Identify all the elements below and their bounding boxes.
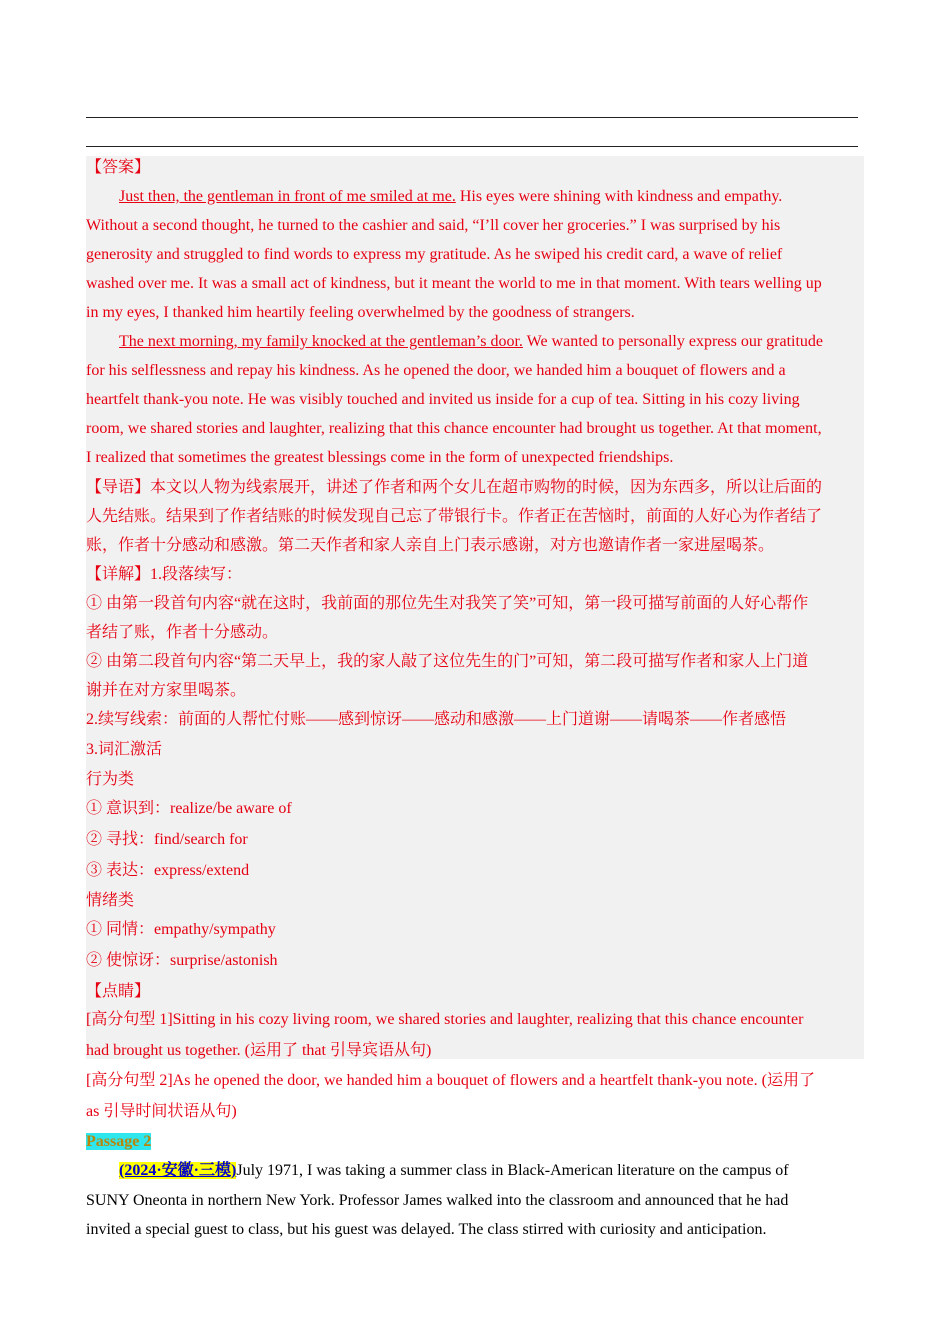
detail-line: 2.续写线索：前面的人帮忙付账——感到惊讶——感动和感激——上门道谢——请喝茶——作者感悟 [86,711,787,728]
detail-line: ① 由第一段首句内容“就在这时，我前面的那位先生对我笑了笑”可知，第一段可描写前面的人好心帮作 [86,595,809,612]
answer-p1-line-5: in my eyes, I thanked him heartily feeling overwhelmed by the goodness of strangers. [86,304,635,321]
guide-line-2: 人先结账。结果到了作者结账的时候发现自己忘了带银行卡。作者正在苦恼时，前面的人好心为作者结了 [86,508,823,525]
passage-2-line-2: SUNY Oneonta in northern New York. Professor James walked into the classroom and announced that he had [86,1192,789,1209]
blank-answer-line-1 [86,117,858,118]
passage-2-title [86,1132,151,1152]
passage-source-label: (2024·安徽·三模) [119,1162,237,1179]
vocab-heading: 3.词汇激活 [86,741,163,758]
answer-p1-line-3: generosity and struggled to find words to express my gratitude. As he swiped his credit card, a wave of relief [86,246,783,263]
answer-text: His eyes were shining with kindness and empathy. [455,188,783,205]
vocab-item: ③ 表达：express/extend [86,862,250,879]
answer-heading: 【答案】 [86,159,151,176]
blank-answer-line-2 [86,146,858,147]
answer-p2-line-3: heartfelt thank-you note. He was visibly touched and invited us inside for a cup of tea. Sitting in his cozy living [86,391,800,408]
answer-p2-line-5: I realized that sometimes the greatest blessings come in the form of unexpected friendships. [86,449,674,466]
highlight-heading: 【点睛】 [86,983,151,1000]
passage-2-line-1 [119,1161,789,1181]
detail-line: ② 由第二段首句内容“第二天早上，我的家人敲了这位先生的门”可知，第二段可描写作者和家人上门道 [86,653,809,670]
vocab-item: ② 寻找：find/search for [86,831,248,848]
underlined-opening-sentence: Just then, the gentleman in front of me smiled at me. [119,188,456,205]
answer-p1-line-1 [119,187,782,207]
highlight-line: [高分句型 1]Sitting in his cozy living room, we shared stories and laughter, realizing that this chance encounter [86,1011,804,1028]
guide-line-3: 账，作者十分感动和感激。第二天作者和家人亲自上门表示感谢，对方也邀请作者一家进屋喝茶。 [86,537,775,554]
vocab-category: 行为类 [86,771,135,788]
detail-line: 者结了账，作者十分感动。 [86,624,279,641]
guide-line-1: 【导语】本文以人物为线索展开，讲述了作者和两个女儿在超市购物的时候，因为东西多，所以让后面的 [86,479,823,496]
answer-p2-line-2: for his selflessness and repay his kindness. As he opened the door, we handed him a bouquet of flowers and a [86,362,786,379]
vocab-item: ① 意识到：realize/be aware of [86,800,292,817]
passage-title-label: Passage 2 [86,1133,152,1150]
detail-heading: 【详解】1.段落续写： [86,566,243,583]
answer-p1-line-4: washed over me. It was a small act of kindness, but it meant the world to me in that moment. With tears welling up [86,275,822,292]
passage-text: July 1971, I was taking a summer class in Black-American literature on the campus of [236,1162,789,1179]
answer-text: We wanted to personally express our gratitude [522,333,824,350]
highlight-line: had brought us together. (运用了 that 引导宾语从句) [86,1042,432,1059]
vocab-category: 情绪类 [86,892,135,909]
detail-line: 谢并在对方家里喝茶。 [86,682,247,699]
answer-p2-line-4: room, we shared stories and laughter, realizing that this chance encounter had brought us together. At that moment, [86,420,822,437]
highlight-line: as 引导时间状语从句) [86,1103,237,1120]
vocab-item: ② 使惊讶：surprise/astonish [86,952,278,969]
underlined-opening-sentence: The next morning, my family knocked at the gentleman’s door. [119,333,523,350]
passage-2-line-3: invited a special guest to class, but his guest was delayed. The class stirred with curiosity and anticipation. [86,1221,767,1238]
vocab-item: ① 同情：empathy/sympathy [86,921,276,938]
answer-p2-line-1 [119,332,823,352]
answer-p1-line-2: Without a second thought, he turned to the cashier and said, “I’ll cover her groceries.” I was surprised by his [86,217,781,234]
highlight-line: [高分句型 2]As he opened the door, we handed him a bouquet of flowers and a heartfelt thank-you note. (运用了 [86,1072,815,1089]
